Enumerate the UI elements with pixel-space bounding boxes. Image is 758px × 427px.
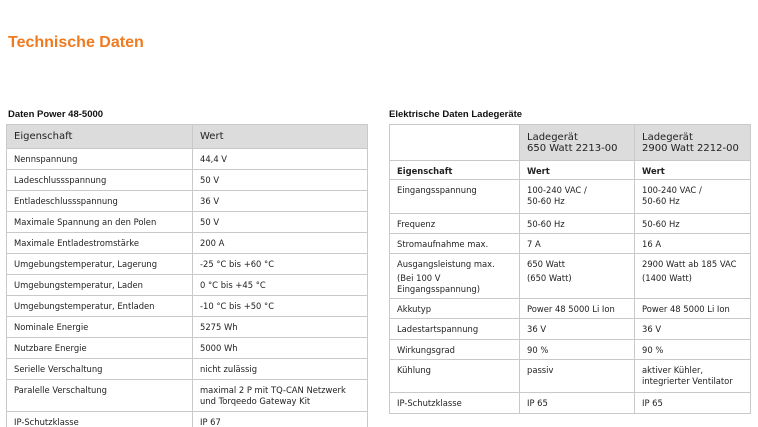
column-header-value: Wert xyxy=(193,125,368,149)
property-value: passiv xyxy=(527,365,554,375)
table-row xyxy=(7,149,368,170)
column-header-charger-2900: Ladegerät 2900 Watt 2212-00 xyxy=(635,125,751,161)
property-value: 100-240 VAC / xyxy=(527,185,587,195)
property-value-line2: (650 Watt) xyxy=(527,273,572,283)
property-value: 7 A xyxy=(527,239,541,249)
page-title: Technische Daten xyxy=(8,34,144,51)
property-value: 16 A xyxy=(642,239,662,249)
property-label: Nennspannung xyxy=(14,154,78,164)
property-label: Wirkungsgrad xyxy=(397,345,455,355)
property-label: Nominale Energie xyxy=(14,322,89,332)
property-value: 5000 Wh xyxy=(200,343,238,353)
table-row xyxy=(390,319,751,340)
property-value: IP 67 xyxy=(200,417,221,427)
property-value: IP 65 xyxy=(642,398,663,408)
property-value: 200 A xyxy=(200,238,225,248)
property-value: -25 °C bis +60 °C xyxy=(200,259,275,269)
table-row xyxy=(390,299,751,319)
property-value: 50 V xyxy=(200,175,220,185)
property-label: IP-Schutzklasse xyxy=(14,417,79,427)
property-value: nicht zulässig xyxy=(200,364,258,374)
property-label: Entladeschlussspannung xyxy=(14,196,118,206)
property-value: 50-60 Hz xyxy=(642,219,680,229)
property-value-line2: integrierter Ventilator xyxy=(642,376,733,386)
property-value-line2: 50-60 Hz xyxy=(527,196,565,206)
property-label: Stromaufnahme max. xyxy=(397,239,489,249)
property-value: 650 Watt xyxy=(527,259,566,269)
property-value: 100-240 VAC / xyxy=(642,185,702,195)
table-row xyxy=(390,360,751,393)
property-value: 90 % xyxy=(527,345,549,355)
property-value: 36 V xyxy=(527,324,547,334)
column-header-charger-650: Ladegerät 650 Watt 2213-00 xyxy=(520,125,635,161)
subheader-value-2900: Wert xyxy=(642,166,665,176)
property-label: Ladeschlussspannung xyxy=(14,175,107,185)
table-row xyxy=(390,234,751,254)
property-label: Kühlung xyxy=(397,365,431,375)
property-label-line3: Eingangsspannung) xyxy=(397,284,480,294)
table-header-row xyxy=(390,125,751,161)
table-row xyxy=(390,340,751,360)
column-header-property: Eigenschaft xyxy=(7,125,193,149)
property-label: Umgebungstemperatur, Entladen xyxy=(14,301,155,311)
property-value: maximal 2 P mit TQ-CAN Netzwerk xyxy=(200,385,346,395)
property-label-line2: (Bei 100 V xyxy=(397,273,441,283)
property-label: Ausgangsleistung max. xyxy=(397,259,495,269)
property-value: Power 48 5000 Li Ion xyxy=(642,304,730,314)
table-header-row xyxy=(7,125,368,149)
charger-data-heading: Elektrische Daten Ladegeräte xyxy=(389,109,523,120)
table-row xyxy=(7,191,368,212)
table-row xyxy=(390,180,751,214)
table-row xyxy=(7,317,368,338)
charger-spec-table xyxy=(389,124,751,414)
property-value: Power 48 5000 Li Ion xyxy=(527,304,615,314)
table-row xyxy=(7,170,368,191)
property-value: 36 V xyxy=(642,324,662,334)
subheader-property: Eigenschaft xyxy=(397,166,453,176)
property-value: 44,4 V xyxy=(200,154,228,164)
property-label: Akkutyp xyxy=(397,304,432,314)
property-label: Maximale Spannung an den Polen xyxy=(14,217,157,227)
property-value: 50-60 Hz xyxy=(527,219,565,229)
property-value-line2: und Torqeedo Gateway Kit xyxy=(200,396,311,406)
property-label: Umgebungstemperatur, Lagerung xyxy=(14,259,158,269)
property-value: 5275 Wh xyxy=(200,322,238,332)
property-label: Ladestartspannung xyxy=(397,324,479,334)
table-row xyxy=(390,393,751,414)
property-value-line2: (1400 Watt) xyxy=(642,273,692,283)
table-row xyxy=(7,233,368,254)
table-row xyxy=(7,296,368,317)
property-label: Nutzbare Energie xyxy=(14,343,87,353)
property-label: IP-Schutzklasse xyxy=(397,398,462,408)
battery-data-heading: Daten Power 48-5000 xyxy=(8,109,104,120)
table-subheader-row xyxy=(390,161,751,180)
table-row xyxy=(7,359,368,380)
property-value: 2900 Watt ab 185 VAC xyxy=(642,259,737,269)
property-label: Frequenz xyxy=(397,219,436,229)
property-label: Serielle Verschaltung xyxy=(14,364,103,374)
table-row xyxy=(7,275,368,296)
property-value: IP 65 xyxy=(527,398,548,408)
table-row xyxy=(390,254,751,299)
property-value: -10 °C bis +50 °C xyxy=(200,301,275,311)
column-header-empty xyxy=(390,125,520,161)
property-value: 0 °C bis +45 °C xyxy=(200,280,266,290)
table-row xyxy=(7,338,368,359)
table-row xyxy=(390,214,751,234)
property-value-line2: 50-60 Hz xyxy=(642,196,680,206)
property-label: Maximale Entladestromstärke xyxy=(14,238,139,248)
property-value: aktiver Kühler, xyxy=(642,365,704,375)
battery-spec-table xyxy=(6,124,368,427)
subheader-value-650: Wert xyxy=(527,166,550,176)
property-value: 50 V xyxy=(200,217,220,227)
table-row xyxy=(7,380,368,412)
property-label: Eingangsspannung xyxy=(397,185,477,195)
property-label: Paralelle Verschaltung xyxy=(14,385,107,395)
table-row xyxy=(7,212,368,233)
property-value: 90 % xyxy=(642,345,664,355)
table-row xyxy=(7,412,368,427)
table-row xyxy=(7,254,368,275)
property-label: Umgebungstemperatur, Laden xyxy=(14,280,143,290)
property-value: 36 V xyxy=(200,196,220,206)
